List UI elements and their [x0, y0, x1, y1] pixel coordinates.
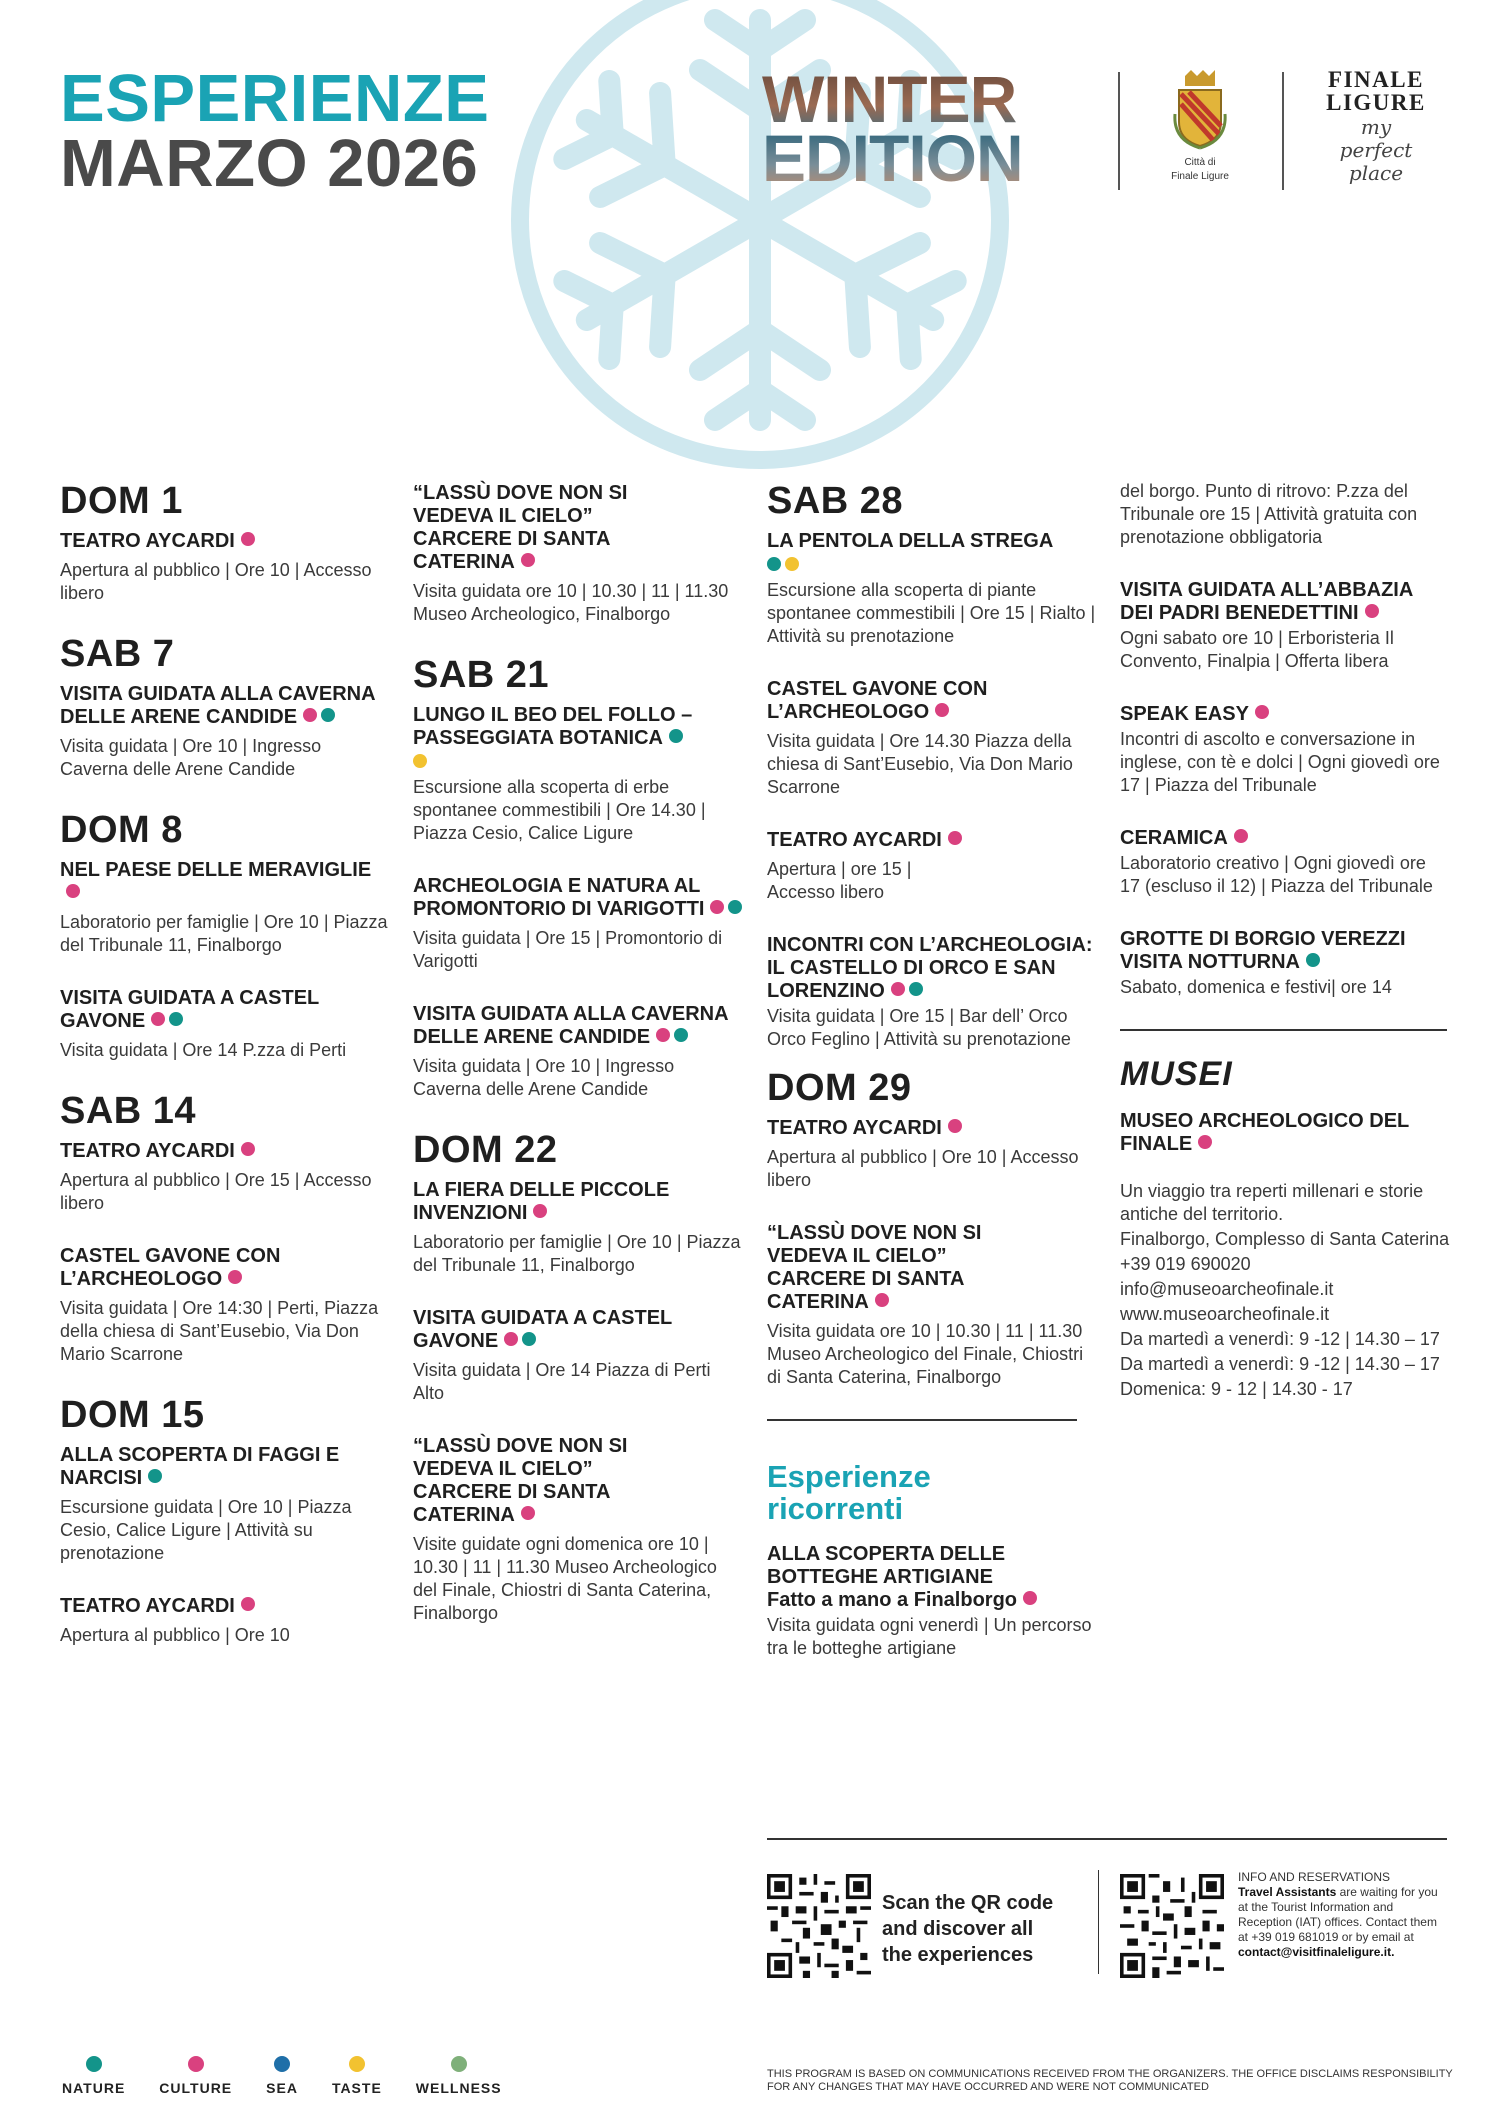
event-title: TEATRO AYCARDI: [767, 1117, 942, 1139]
culture-dot-icon: [241, 532, 255, 546]
event: [413, 875, 743, 973]
nature-dot-icon: [522, 1332, 536, 1346]
section-divider: [1120, 1029, 1447, 1031]
event: [767, 1117, 1097, 1192]
brand-title-1: FINALE: [1328, 67, 1424, 92]
day-heading: DOM 22: [413, 1129, 558, 1171]
footer-vertical-divider: [1098, 1870, 1099, 1974]
day-heading: DOM 8: [60, 809, 183, 851]
musei-heading: MUSEI: [1120, 1055, 1233, 1093]
culture-dot-icon: [188, 2056, 204, 2072]
culture-dot-icon: [710, 900, 724, 914]
recurring-heading: [767, 1461, 1097, 1525]
event-title: “LASSÙ DOVE NON SI VEDEVA IL CIELO” CARCERE DI SANTA CATERINA: [413, 1435, 628, 1526]
culture-dot-icon: [935, 703, 949, 717]
event: [1120, 928, 1450, 999]
event: [60, 987, 390, 1062]
event-description: del borgo. Punto di ritrovo: P.zza del Tribunale ore 15 | Attività gratuita con prenotazione obbligatoria: [1120, 481, 1418, 547]
city-crest: [1160, 70, 1240, 183]
event-description: Visita guidata ogni venerdì | Un percorso tra le botteghe artigiane: [767, 1615, 1092, 1658]
info-reservations: [1238, 1870, 1438, 1960]
column-1: [60, 482, 390, 1677]
event-description: Apertura al pubblico | Ore 10 | Accesso libero: [767, 1147, 1079, 1190]
event-description: Visita guidata | Ore 14 Piazza di Perti Alto: [413, 1360, 711, 1403]
recurring-heading-line-2: ricorrenti: [767, 1491, 904, 1526]
edition-line-1: WINTER: [762, 62, 1017, 136]
event-description: Visita guidata | Ore 15 | Promontorio di Varigotti: [413, 928, 723, 971]
event-description: Apertura al pubblico | Ore 10: [60, 1625, 290, 1645]
culture-dot-icon: [1234, 829, 1248, 843]
event-description: Sabato, domenica e festivi| ore 14: [1120, 977, 1392, 997]
event-title: ARCHEOLOGIA E NATURA AL PROMONTORIO DI VARIGOTTI: [413, 875, 705, 920]
footer-divider: [767, 1838, 1447, 1840]
event: [60, 1140, 390, 1215]
culture-dot-icon: [1198, 1135, 1212, 1149]
museum-hours: Domenica: 9 - 12 | 14.30 - 17: [1120, 1379, 1353, 1399]
finale-ligure-logo: [1316, 68, 1436, 183]
brand-tagline-2: perfect: [1339, 138, 1413, 162]
event: [60, 1444, 390, 1565]
qr-code-icon[interactable]: [767, 1874, 871, 1978]
header-divider: [1282, 72, 1284, 190]
legend-label: WELLNESS: [415, 2080, 502, 2096]
nature-dot-icon: [169, 1012, 183, 1026]
event: [413, 482, 743, 626]
recurring-heading-line-1: Esperienze: [767, 1459, 931, 1494]
taste-dot-icon: [413, 754, 427, 768]
legend-taste: [332, 2056, 382, 2096]
day-heading: SAB 28: [767, 480, 904, 522]
culture-dot-icon: [875, 1293, 889, 1307]
event-title: GROTTE DI BORGIO VEREZZI VISITA NOTTURNA: [1120, 928, 1406, 973]
event: [767, 829, 1097, 904]
event-title: CERAMICA: [1120, 827, 1228, 849]
event-title: LA FIERA DELLE PICCOLE INVENZIONI: [413, 1179, 670, 1224]
day-heading: DOM 29: [767, 1067, 912, 1109]
event: [413, 1179, 743, 1277]
culture-dot-icon: [1255, 705, 1269, 719]
museum-hours: Da martedì a venerdì: 9 -12 | 14.30 – 17: [1120, 1354, 1440, 1374]
brand-title-2: LIGURE: [1326, 90, 1426, 115]
sea-dot-icon: [274, 2056, 290, 2072]
event-description: Visita guidata | Ore 14.30 Piazza della chiesa di Sant’Eusebio, Via Don Mario Scarrone: [767, 731, 1073, 797]
museum-address: Finalborgo, Complesso di Santa Caterina: [1120, 1229, 1450, 1249]
brand-tagline-1: my: [1360, 115, 1392, 139]
event: [1120, 827, 1450, 898]
event-title: VISITA GUIDATA ALL’ABBAZIA DEI PADRI BENEDETTINI: [1120, 579, 1413, 624]
event-title: CASTEL GAVONE CON L’ARCHEOLOGO: [767, 678, 988, 723]
event-description: Laboratorio per famiglie | Ore 10 | Piazza del Tribunale 11, Finalborgo: [60, 912, 388, 955]
taste-dot-icon: [349, 2056, 365, 2072]
event-description: Escursione guidata | Ore 10 | Piazza Cesio, Calice Ligure | Attività su prenotazione: [60, 1497, 352, 1563]
event-title: VISITA GUIDATA A CASTEL GAVONE: [413, 1307, 672, 1352]
column-2: [413, 482, 743, 1655]
event-title: LUNGO IL BEO DEL FOLLO – PASSEGGIATA BOTANICA: [413, 704, 693, 749]
event-description: Visita guidata ore 10 | 10.30 | 11 | 11.30 Museo Archeologico del Finale, Chiostri di Santa Caterina, Finalborgo: [767, 1321, 1084, 1387]
culture-dot-icon: [533, 1204, 547, 1218]
day-heading: SAB 21: [413, 654, 550, 696]
category-legend: [62, 2056, 502, 2096]
event-title: VISITA GUIDATA ALLA CAVERNA DELLE ARENE CANDIDE: [413, 1003, 728, 1048]
event-description: Visita guidata | Ore 14 P.zza di Perti: [60, 1040, 347, 1060]
crest-icon: [1171, 70, 1229, 150]
title-line-2: MARZO 2026: [60, 125, 479, 201]
event-title: TEATRO AYCARDI: [60, 1595, 235, 1617]
event: [60, 1245, 390, 1366]
museum-email[interactable]: info@museoarcheofinale.it: [1120, 1279, 1334, 1299]
event-title: VISITA GUIDATA A CASTEL GAVONE: [60, 987, 319, 1032]
event-description: Visita guidata | Ore 10 | Ingresso Caverna delle Arene Candide: [413, 1056, 675, 1099]
event-description: Visite guidate ogni domenica ore 10 | 10.30 | 11 | 11.30 Museo Archeologico del Finale, Chiostri di Santa Caterina, Finalborgo: [413, 1534, 717, 1623]
event: [767, 1543, 1097, 1660]
event: [413, 704, 743, 845]
day-heading: SAB 7: [60, 633, 175, 675]
event-title: ALLA SCOPERTA DELLE BOTTEGHE ARTIGIANE: [767, 1543, 1006, 1588]
nature-dot-icon: [669, 729, 683, 743]
event-title: VISITA GUIDATA ALLA CAVERNA DELLE ARENE CANDIDE: [60, 683, 375, 728]
event-description: Apertura al pubblico | Ore 15 | Accesso libero: [60, 1170, 372, 1213]
event-description: Laboratorio per famiglie | Ore 10 | Piazza del Tribunale 11, Finalborgo: [413, 1232, 741, 1275]
event: [767, 530, 1097, 648]
event: [60, 530, 390, 605]
crest-label-2: Finale Ligure: [1171, 171, 1229, 182]
page-title: [60, 61, 490, 201]
event-title: LA PENTOLA DELLA STREGA: [767, 530, 1054, 552]
event-description: Apertura | ore 15 | Accesso libero: [767, 859, 912, 902]
museum-entry: [1120, 1110, 1450, 1401]
legend-label: NATURE: [62, 2080, 126, 2096]
column-4: [1120, 480, 1450, 1431]
legend-label: CULTURE: [159, 2080, 233, 2096]
event: [60, 1595, 390, 1647]
winter-edition-logo: [762, 62, 1023, 196]
event-title: NEL PAESE DELLE MERAVIGLIE: [60, 859, 372, 881]
museum-hours: Da martedì a venerdì: 9 -12 | 14.30 – 17: [1120, 1329, 1440, 1349]
museum-website[interactable]: www.museoarcheofinale.it: [1120, 1304, 1330, 1324]
culture-dot-icon: [504, 1332, 518, 1346]
header-divider: [1118, 72, 1120, 190]
event-title: CASTEL GAVONE CON L’ARCHEOLOGO: [60, 1245, 281, 1290]
culture-dot-icon: [656, 1028, 670, 1042]
culture-dot-icon: [1023, 1591, 1037, 1605]
culture-dot-icon: [66, 884, 80, 898]
brand-tagline-3: place: [1348, 161, 1404, 185]
day-heading: DOM 1: [60, 480, 183, 522]
nature-dot-icon: [148, 1469, 162, 1483]
event-title: ALLA SCOPERTA DI FAGGI E NARCISI: [60, 1444, 340, 1489]
event-description: Visita guidata | Ore 15 | Bar dell’ Orco Orco Feglino | Attività su prenotazione: [767, 1006, 1071, 1049]
event: [1120, 703, 1450, 797]
taste-dot-icon: [785, 557, 799, 571]
title-line-1: ESPERIENZE: [60, 61, 490, 136]
nature-dot-icon: [674, 1028, 688, 1042]
legend-wellness: [416, 2056, 502, 2096]
culture-dot-icon: [948, 831, 962, 845]
museum-description: Un viaggio tra reperti millenari e storie antiche del territorio.: [1120, 1181, 1424, 1224]
event-title: SPEAK EASY: [1120, 703, 1249, 725]
event: [413, 1307, 743, 1405]
event-subtitle: Fatto a mano a Finalborgo: [767, 1589, 1018, 1611]
legend-culture: [159, 2056, 232, 2096]
culture-dot-icon: [241, 1597, 255, 1611]
event-description: Laboratorio creativo | Ogni giovedì ore 17 (escluso il 12) | Piazza del Tribunale: [1120, 853, 1433, 896]
event: [767, 934, 1097, 1051]
event-title: TEATRO AYCARDI: [60, 1140, 235, 1162]
event-title: TEATRO AYCARDI: [767, 829, 942, 851]
column-3: [767, 482, 1097, 1690]
event-title: “LASSÙ DOVE NON SI VEDEVA IL CIELO” CARCERE DI SANTA CATERINA: [767, 1222, 982, 1313]
legend-label: SEA: [266, 2080, 298, 2096]
legend-label: TASTE: [331, 2080, 382, 2096]
culture-dot-icon: [891, 982, 905, 996]
event-title: “LASSÙ DOVE NON SI VEDEVA IL CIELO” CARCERE DI SANTA CATERINA: [413, 482, 628, 573]
event-description: Escursione alla scoperta di piante spontanee commestibili | Ore 15 | Rialto | Attività su prenotazione: [767, 580, 1096, 646]
scan-qr-text: Scan the QR code and discover all the experiences: [882, 1892, 1054, 1966]
qr-code-icon[interactable]: [1120, 1874, 1224, 1978]
culture-dot-icon: [228, 1270, 242, 1284]
wellness-dot-icon: [451, 2056, 467, 2072]
event-description: Visita guidata ore 10 | 10.30 | 11 | 11.30 Museo Archeologico, Finalborgo: [413, 581, 729, 624]
event-description: Visita guidata | Ore 10 | Ingresso Caverna delle Arene Candide: [60, 736, 322, 779]
event-description: Incontri di ascolto e conversazione in inglese, con tè e dolci | Ogni giovedì ore 17 | Piazza del Tribunale: [1120, 729, 1440, 795]
culture-dot-icon: [948, 1119, 962, 1133]
edition-line-2: EDITION: [762, 121, 1023, 196]
event: [60, 683, 390, 781]
disclaimer: THIS PROGRAM IS BASED ON COMMUNICATIONS RECEIVED FROM THE ORGANIZERS. THE OFFICE DISCLAIMS RESPONSIBILITY FOR ANY CHANGES THAT MAY HAVE OCCURRED AND WERE NOT COMMUNICATED: [767, 2068, 1453, 2093]
event-description: Escursione alla scoperta di erbe spontanee commestibili | Ore 14.30 | Piazza Cesio, Calice Ligure: [413, 777, 706, 843]
event-title: INCONTRI CON L’ARCHEOLOGIA: IL CASTELLO DI ORCO E SAN LORENZINO: [767, 934, 1093, 1002]
culture-dot-icon: [241, 1142, 255, 1156]
event-description: Ogni sabato ore 10 | Erboristeria Il Convento, Finalpia | Offerta libera: [1120, 628, 1394, 671]
nature-dot-icon: [86, 2056, 102, 2072]
museum-title: MUSEO ARCHEOLOGICO DEL FINALE: [1120, 1110, 1409, 1155]
event: [767, 1222, 1097, 1389]
nature-dot-icon: [321, 708, 335, 722]
culture-dot-icon: [1365, 604, 1379, 618]
event: [767, 678, 1097, 799]
culture-dot-icon: [521, 1506, 535, 1520]
day-heading: SAB 14: [60, 1090, 197, 1132]
nature-dot-icon: [909, 982, 923, 996]
museum-phone[interactable]: +39 019 690020: [1120, 1254, 1251, 1274]
section-divider: [767, 1419, 1077, 1421]
event-title: TEATRO AYCARDI: [60, 530, 235, 552]
event: [413, 1435, 743, 1625]
culture-dot-icon: [303, 708, 317, 722]
event: [60, 859, 390, 957]
legend-sea: [266, 2056, 298, 2096]
info-travel-assistants: Travel Assistants: [1238, 1885, 1337, 1899]
culture-dot-icon: [151, 1012, 165, 1026]
nature-dot-icon: [1306, 953, 1320, 967]
nature-dot-icon: [767, 557, 781, 571]
nature-dot-icon: [728, 900, 742, 914]
event-description: Apertura al pubblico | Ore 10 | Accesso libero: [60, 560, 372, 603]
info-heading: INFO AND RESERVATIONS: [1238, 1870, 1391, 1884]
event: [413, 1003, 743, 1101]
info-email-link[interactable]: contact@visitfinaleligure.it.: [1238, 1945, 1395, 1959]
culture-dot-icon: [521, 553, 535, 567]
event-description: Visita guidata | Ore 14:30 | Perti, Piazza della chiesa di Sant’Eusebio, Via Don Mario Scarrone: [60, 1298, 379, 1364]
legend-nature: [62, 2056, 125, 2096]
event: [1120, 480, 1450, 549]
info-text: are waiting for you at the Tourist Information and Reception (IAT) offices. Contact them at +39 019 681019 or by email at: [1238, 1885, 1438, 1944]
crest-label-1: Città di: [1184, 157, 1216, 168]
day-heading: DOM 15: [60, 1394, 205, 1436]
event: [1120, 579, 1450, 673]
